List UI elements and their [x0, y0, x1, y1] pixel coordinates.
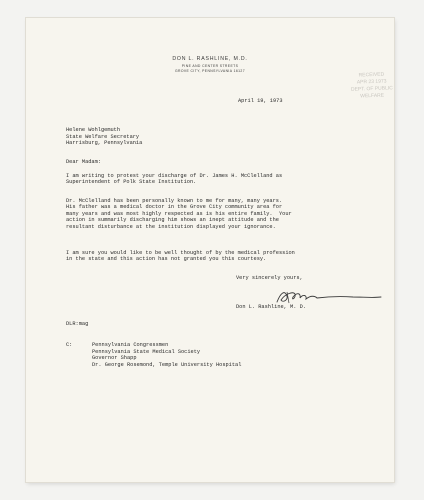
cc-recipient: Dr. George Rosemond, Temple University Hospital	[92, 361, 242, 368]
letterhead-name: DON L. RASHLINE, M.D.	[172, 56, 248, 62]
recipient-city: Harrisburg, Pennsylvania	[66, 140, 143, 146]
cc-recipient: Pennsylvania State Medical Society	[92, 348, 201, 355]
signer-name: Don L. Rashline, M. D.	[236, 304, 306, 310]
paragraph-2: Dr. McClelland has been personally known to me for many, many years. His father was a medical doctor in the Grove City community area for many years and was most highly respected as is his entire family. Your action in summarily discharging him shows an inept attitude and the resultant disturbance at the institution displayed your ignorance.	[66, 198, 292, 230]
recipient-name: Helene Wohlgemuth	[66, 127, 121, 133]
letterhead-city: GROVE CITY, PENNSYLVANIA 16127	[174, 69, 246, 73]
received-stamp	[343, 71, 400, 113]
salutation: Dear Madam:	[66, 159, 101, 165]
stamp-line-2: APR 23 1973	[356, 78, 387, 86]
cc-recipient: Pennsylvania Congressmen	[92, 342, 169, 348]
cc-recipient: Governor Shapp	[92, 355, 137, 361]
paragraph-3: I am sure you would like to be well thought of by the medical profession in the state and this action has not granted you this courtesy.	[66, 250, 295, 263]
typist-initials: DLR:mag	[66, 321, 89, 327]
recipient-title: State Welfare Secretary	[66, 133, 140, 140]
stamp-line-3: DEPT. OF PUBLIC WELFARE	[350, 85, 393, 100]
closing: Very sincerely yours,	[236, 275, 303, 281]
cc-label: C:	[66, 342, 73, 348]
letterhead-address: PINE AND CENTER STREETS	[181, 64, 239, 68]
stamp-line-1: RECEIVED	[358, 71, 385, 79]
paragraph-1: I am writing to protest your discharge of Dr. James H. McClelland as Superintendent of Polk State Institution.	[66, 173, 283, 186]
letter-date: April 19, 1973	[238, 98, 283, 104]
letter-page	[26, 18, 394, 482]
